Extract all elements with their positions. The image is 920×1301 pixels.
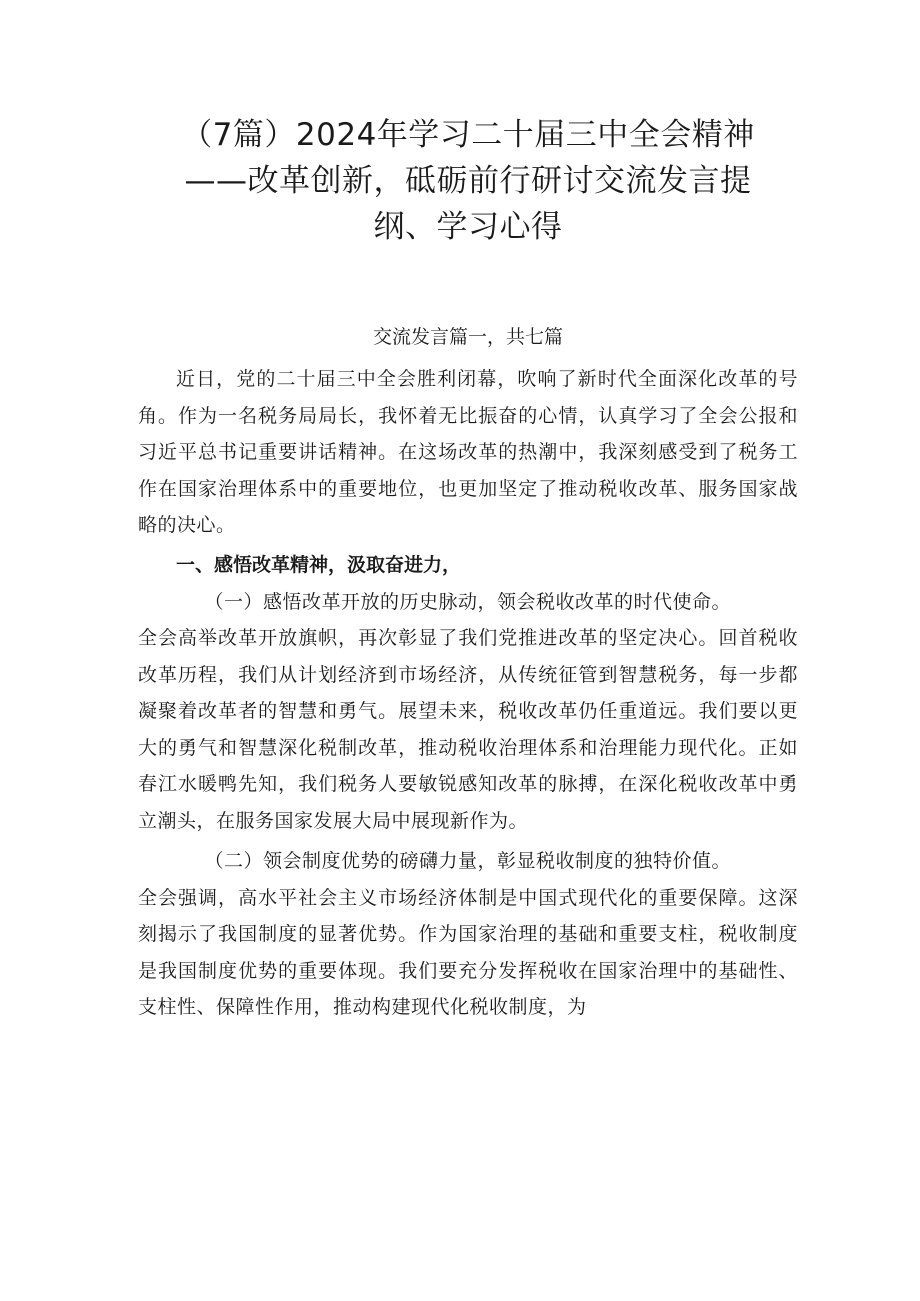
title-line-3: 纲、学习心得 bbox=[373, 209, 563, 245]
title-line-1: （7篇）2024年学习二十届三中全会精神 bbox=[181, 117, 755, 153]
subsection-one-title: （一）感悟改革开放的历史脉动，领会税收改革的时代使命。 bbox=[204, 590, 732, 613]
subsection-one-body: 全会高举改革开放旗帜，再次彰显了我们党推进改革的坚定决心。回首税收改革历程，我们从计划经济到市场经济，从传统征管到智慧税务，每一步都凝聚着改革者的智慧和勇气。展望未来，税收改革仍任重道远。我们要以更大的勇气和智慧深化税制改革，推动税收治理体系和治理能力现代化。正如春江水暖鸭先知，我们税务人要敏锐感知改革的脉搏，在深化税收改革中勇立潮头，在服务国家发展大局中展现新作为。 bbox=[138, 627, 798, 832]
section-heading: 交流发言篇一，共七篇 bbox=[372, 326, 563, 348]
title-line-2: ——改革创新，砥砺前行研讨交流发言提 bbox=[184, 163, 752, 199]
intro-paragraph: 近日，党的二十届三中全会胜利闭幕，吹响了新时代全面深化改革的号角。作为一名税务局局长，我怀着无比振奋的心情，认真学习了全会公报和习近平总书记重要讲话精神。在这场改革的热潮中，我深刻感受到了税务工作在国家治理体系中的重要地位，也更加坚定了推动税收改革、服务国家战略的决心。 bbox=[138, 368, 798, 536]
document-title bbox=[138, 112, 798, 250]
subsection-two-body: 全会强调，高水平社会主义市场经济体制是中国式现代化的重要保障。这深刻揭示了我国制度的显著优势。作为国家治理的基础和重要支柱，税收制度是我国制度优势的重要体现。我们要充分发挥税收在国家治理中的基础性、支柱性、保障性作用，推动构建现代化税收制度，为 bbox=[138, 886, 798, 1018]
part-one-heading: 一、感悟改革精神，汲取奋进力， bbox=[176, 553, 462, 576]
subsection-two-title: （二）领会制度优势的磅礴力量，彰显税收制度的独特价值。 bbox=[204, 850, 732, 872]
